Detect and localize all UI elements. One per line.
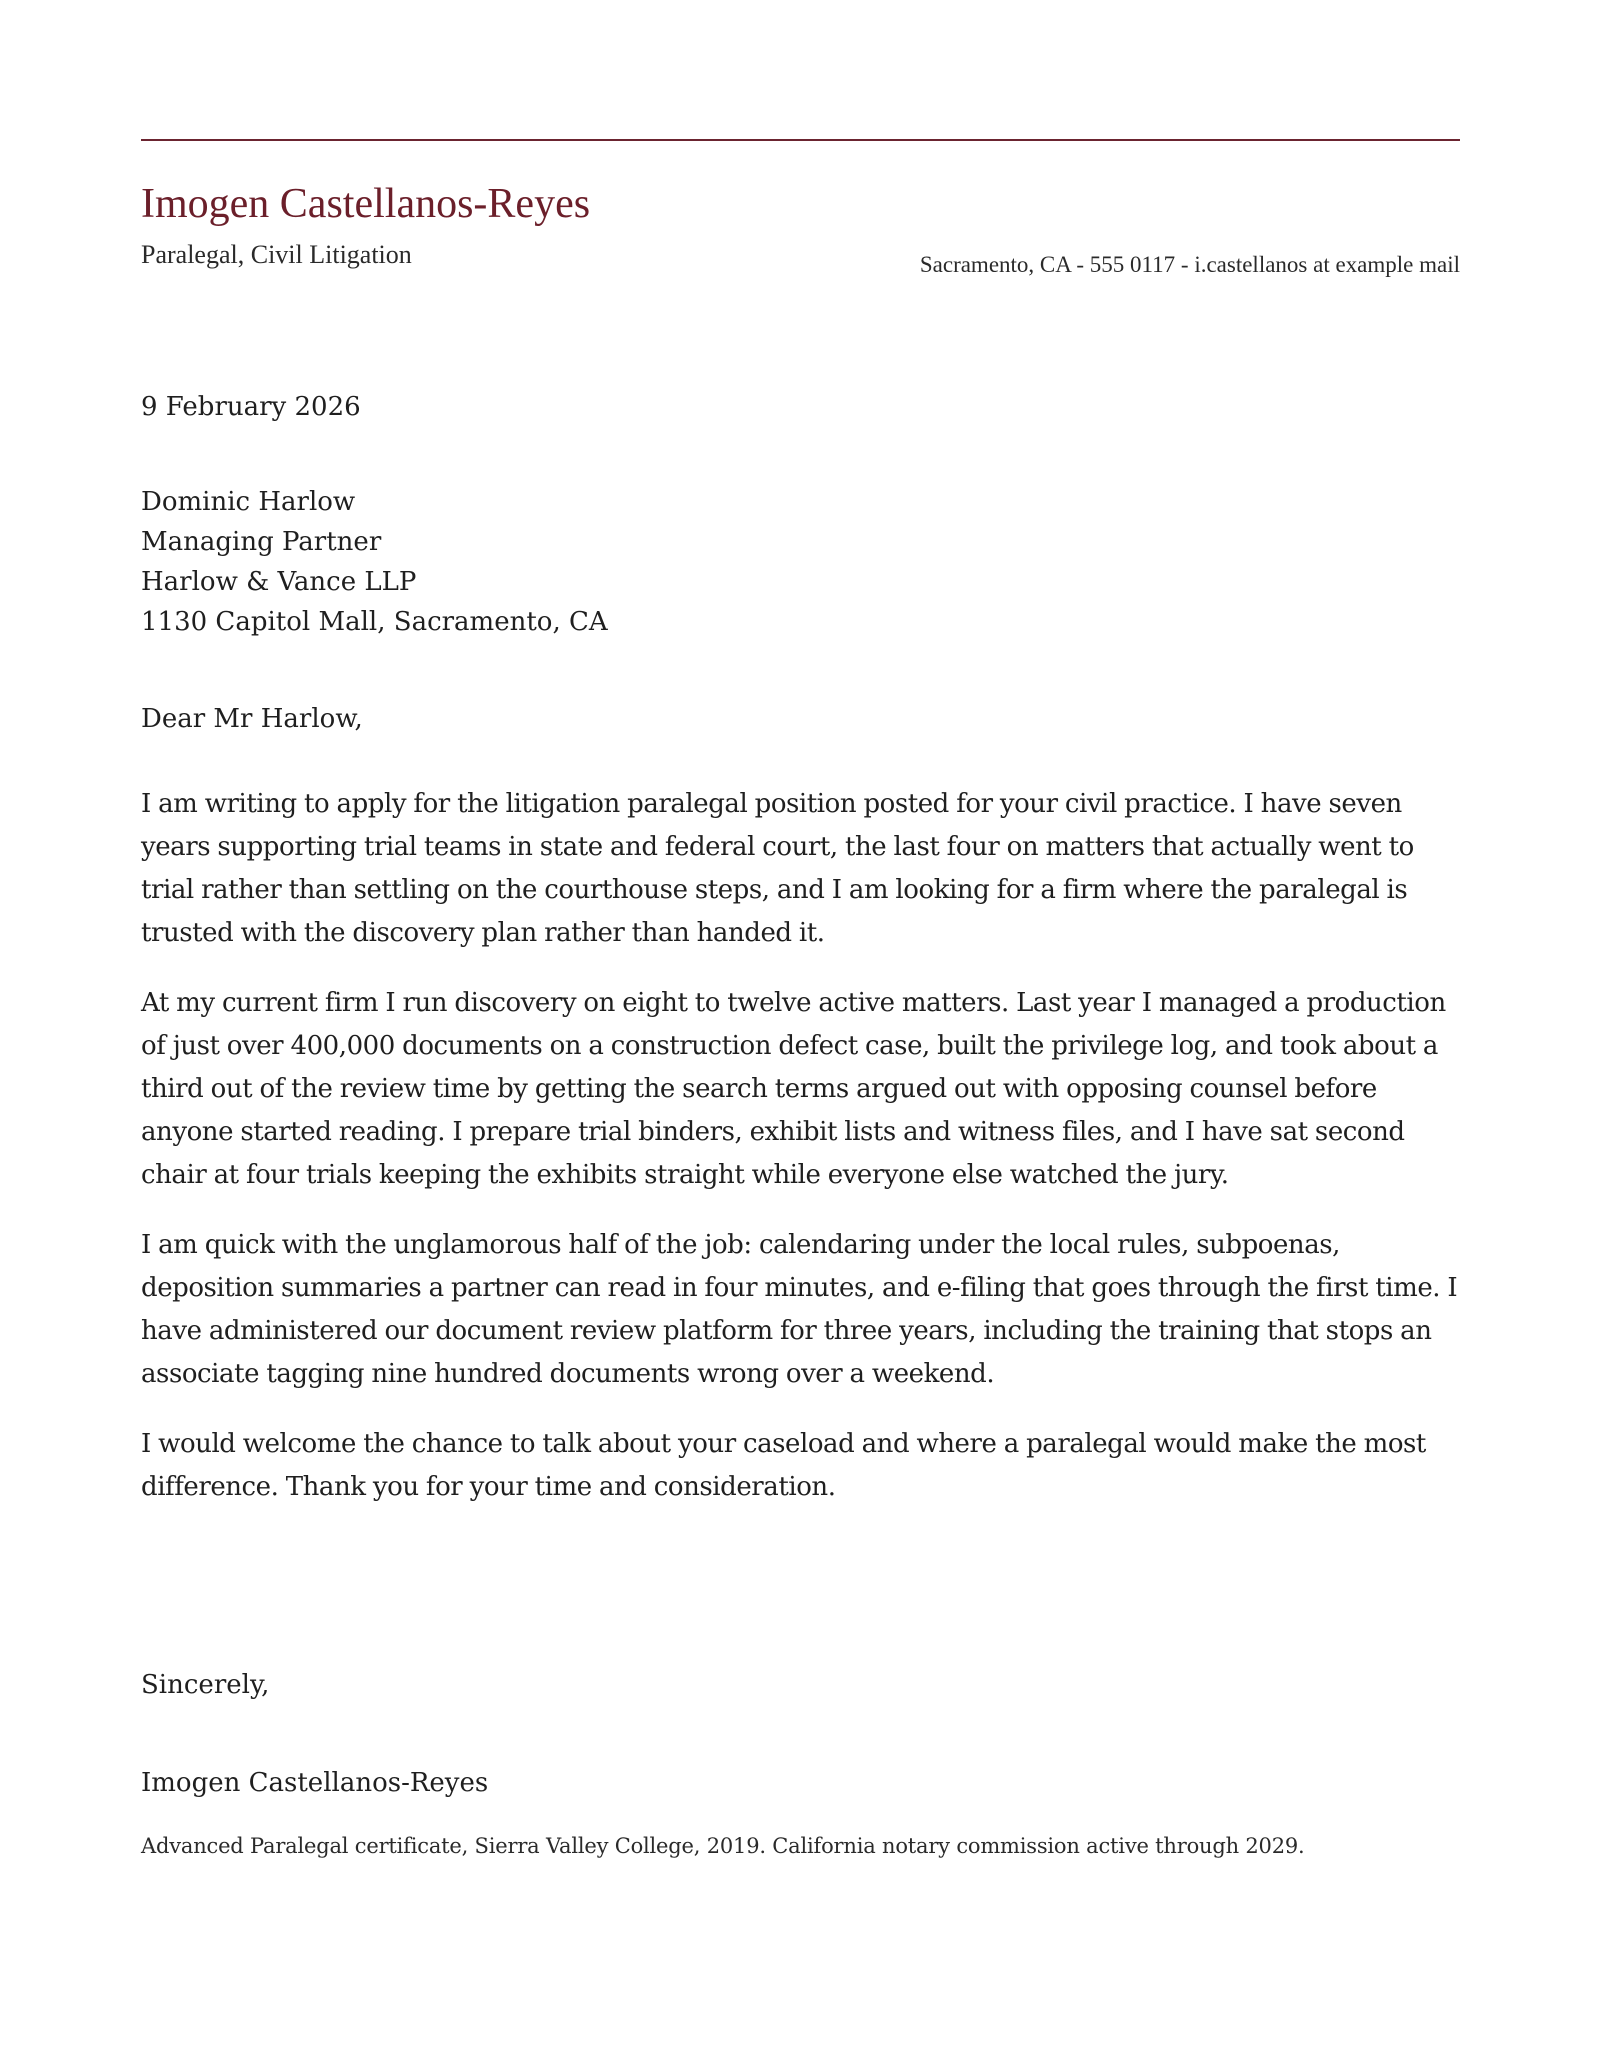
cover-letter-page: [141, 0, 1460, 2071]
sender-name: Imogen Castellanos-Reyes: [141, 181, 591, 227]
signature-name: Imogen Castellanos-Reyes: [141, 1768, 489, 1798]
letter-date: 9 February 2026: [141, 392, 361, 422]
body-paragraph: I am writing to apply for the litigation paralegal position posted for your civil practice. I have seven years supporting trial teams in state and federal court, the last four on matters that actually went to trial rather than settling on the courthouse steps, and I am looking for a firm where the paralegal is trusted with the discovery plan rather than handed it.: [141, 789, 1414, 948]
recipient-name: Dominic Harlow: [141, 487, 356, 517]
letter-body: [141, 783, 1460, 1536]
salutation: Dear Mr Harlow,: [141, 704, 363, 734]
recipient-title: Managing Partner: [141, 527, 382, 557]
credentials-note: Advanced Paralegal certificate, Sierra Valley College, 2019. California notary commission active through 2029.: [141, 1834, 1305, 1858]
recipient-firm: Harlow & Vance LLP: [141, 567, 417, 597]
body-paragraph: I am quick with the unglamorous half of the job: calendaring under the local rules, subpoenas, deposition summaries a partner can read in four minutes, and e-filing that goes through the first time. I have administered our document review platform for three years, including the training that stops an associate tagging nine hundred documents wrong over a weekend.: [141, 1230, 1458, 1389]
sender-role: Paralegal, Civil Litigation: [141, 240, 412, 269]
sender-contact: Sacramento, CA - 555 0117 - i.castellanos at example mail: [919, 252, 1460, 277]
body-paragraph: I would welcome the chance to talk about your caseload and where a paralegal would make the most difference. Thank you for your time and consideration.: [141, 1429, 1426, 1502]
recipient-block: [141, 482, 608, 642]
closing: Sincerely,: [141, 1670, 270, 1700]
recipient-address: 1130 Capitol Mall, Sacramento, CA: [141, 607, 608, 637]
header-rule: [141, 139, 1460, 141]
body-paragraph: At my current firm I run discovery on eight to twelve active matters. Last year I managed a production of just over 400,000 documents on a construction defect case, built the privilege log, and took about a third out of the review time by getting the search terms argued out with opposing counsel before anyone started reading. I prepare trial binders, exhibit lists and witness files, and I have sat second chair at four trials keeping the exhibits straight while everyone else watched the jury.: [141, 988, 1446, 1190]
